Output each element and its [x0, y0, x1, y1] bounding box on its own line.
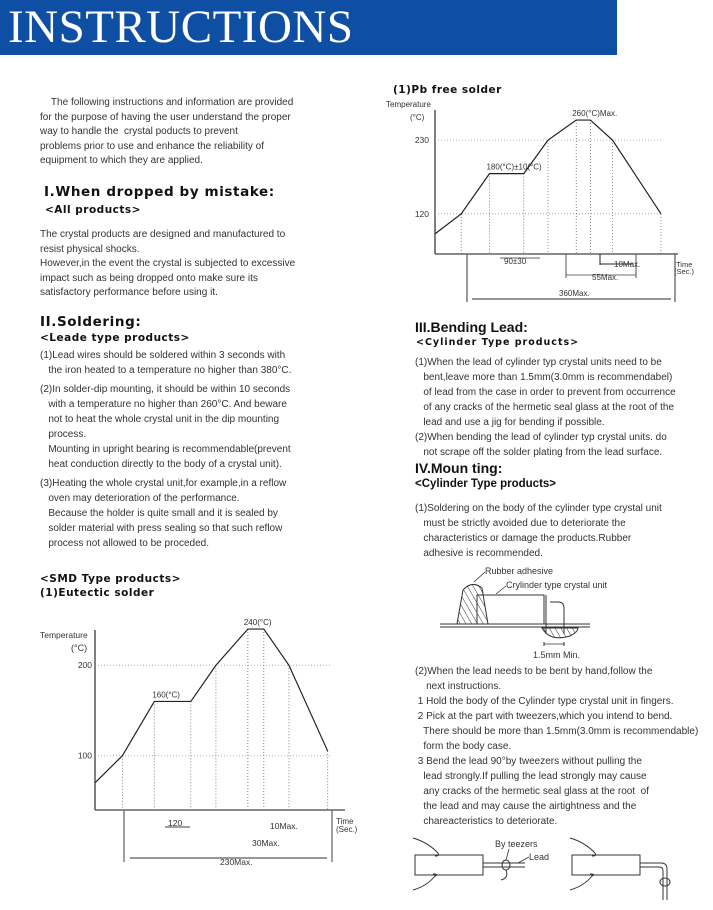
soldering-item-1 [40, 348, 291, 378]
section3-line: bent,leave more than 1.5mm(3.0mm is recommendabel) [415, 372, 673, 383]
item-line: (2)In solder-dip mounting, it should be within 10 seconds [40, 384, 291, 395]
section4-line: (2)When the lead needs to be bent by hand,follow the [415, 666, 653, 677]
y-axis-unit: (°C) [410, 113, 425, 122]
intro-line: equipment to which they are applied. [40, 155, 203, 166]
y-axis-unit: (°C) [71, 643, 88, 653]
section3-line: (2)When bending the lead of cylinder typ crystal units. do [415, 432, 667, 443]
section4-line: the lead and may cause the airtightness and the [415, 801, 637, 812]
intro-line: problems prior to use and enhance the reliability of [40, 140, 265, 152]
section4-paragraph-2 [415, 664, 698, 829]
section1-line: satisfactory performance before using it. [40, 287, 218, 298]
soak-time-label: 90±30 [504, 257, 527, 266]
section3-title: III.Bending Lead: [415, 319, 528, 335]
section4-title: IV.Moun ting: [415, 460, 503, 476]
item-line: process not allowed to be proceded. [40, 538, 209, 549]
item-line: Because the holder is quite small and it is sealed by [40, 508, 278, 519]
soak-time-label: 120 [168, 818, 183, 828]
section2-list [40, 348, 291, 551]
section4-line: 3 Bend the lead 90°by tweezers without pulling the [415, 756, 642, 767]
section4-line: form the body case. [415, 741, 512, 752]
total-time-label: 230Max. [220, 857, 253, 867]
tweezers-label: By teezers [495, 839, 538, 849]
item-line: not to heat the whole crystal unit in the dip mounting [40, 414, 280, 425]
peak-time-label: 10Max. [614, 260, 641, 269]
section4-line: 2 Pick at the part with tweezers,which you intend to bend. [415, 711, 673, 722]
soldering-item-2 [40, 382, 291, 472]
section4-line: must be strictly avoided due to deteriorate the [415, 518, 626, 529]
annotations [124, 618, 332, 867]
eutectic-solder-chart [30, 610, 370, 870]
smd-subtitle: <SMD Type products> [40, 573, 181, 585]
total-time-label: 360Max. [559, 289, 590, 298]
gridlines [95, 629, 330, 810]
section4-line: 1 Hold the body of the Cylinder type crystal unit in fingers. [415, 696, 674, 707]
y-tick-label: 230 [414, 135, 429, 146]
section1-subtitle: <All products> [45, 204, 141, 216]
above-230-label: 55Max. [592, 273, 619, 282]
section3-paragraph [415, 355, 676, 460]
section3-line: lead and use a jig for bending if possible. [415, 417, 605, 428]
section1-line: resist physical shocks. [40, 243, 140, 255]
section3-line: not scrape off the solder plating from the lead surface. [415, 447, 663, 458]
y-tick-label: 200 [77, 660, 92, 671]
section3-subtitle: <Cylinder Type products> [416, 337, 580, 348]
plateau-label: 180(°C)±10(°C) [486, 162, 542, 172]
peak-label: 240(°C) [243, 618, 272, 628]
x-axis-label: Time [676, 260, 693, 269]
section4-subtitle: <Cylinder Type products> [415, 478, 557, 490]
annotations [467, 109, 675, 302]
temperature-profile-line [95, 629, 328, 783]
min-distance-label: 1.5mm Min. [533, 650, 581, 660]
item-line: the iron heated to a temperature no higher than 380°C. [40, 365, 292, 376]
intro-line: The following instructions and information are provided [40, 97, 294, 108]
page-title: INSTRUCTIONS [8, 1, 354, 53]
section1-line: However,in the event the crystal is subjected to excessive [40, 258, 296, 269]
section1-line: impact such as being dropped onto make sure its [40, 272, 258, 284]
item-line: oven may deterioration of the performance. [40, 493, 240, 504]
section4-line: chareacteristics to deteriorate. [415, 816, 558, 827]
section4-line: any cracks of the hermetic seal glass at the root of [415, 786, 649, 797]
section3-line: of any cracks of the hermetic seal glass at the root of the [415, 402, 675, 413]
section1-title: I.When dropped by mistake: [44, 184, 275, 200]
x-axis-label: Time [336, 817, 354, 826]
section1-line: The crystal products are designed and manufactured to [40, 229, 286, 240]
section4-line: (1)Soldering on the body of the cylinder type crystal unit [415, 503, 662, 514]
y-axis-label: Temperature [386, 100, 431, 109]
eutectic-title: (1)Eutectic solder [40, 587, 155, 599]
section4-line: next instructions. [415, 681, 502, 692]
y-tick-label: 120 [414, 208, 429, 219]
lead-label: Lead [529, 852, 550, 862]
y-axis-label: Temperature [40, 630, 88, 640]
item-line: heat conduction directly to the body of a crystal unit). [40, 459, 282, 470]
x-axis-unit: (Sec.) [336, 825, 358, 834]
intro-line: way to handle the crystal poducts to prevent [40, 126, 238, 137]
item-line: solder material with press sealing so that such reflow [40, 523, 283, 534]
intro-paragraph [40, 96, 293, 169]
item-line: process. [40, 429, 87, 440]
title-banner [0, 0, 617, 55]
peak-label: 260(°C)Max. [572, 109, 618, 119]
section1-paragraph [40, 228, 295, 301]
item-line: (1)Lead wires should be soldered within 3 seconds with [40, 350, 286, 361]
y-ticks [415, 135, 429, 219]
rubber-adhesive-label: Rubber adhesive [485, 566, 554, 576]
section4-paragraph-1 [415, 501, 662, 561]
peak-time-label: 10Max. [270, 821, 298, 831]
item-line: Mounting in upright bearing is recommendable(prevent [40, 444, 291, 455]
mounting-figure [430, 562, 630, 662]
section4-line: characteristics or damage the products.Rubber [415, 533, 632, 544]
item-line: with a temperature no higher than 260°C. And beware [40, 399, 287, 410]
x-axis-unit: (Sec.) [674, 267, 695, 276]
item-line: (3)Heating the whole crystal unit,for example,in a reflow [40, 478, 287, 489]
above-200-label: 30Max. [252, 838, 280, 848]
section4-line: adhesive is recommended. [415, 548, 543, 559]
y-ticks [78, 660, 92, 760]
section2-title: II.Soldering: [40, 314, 142, 330]
section3-line: (1)When the lead of cylinder typ crystal units need to be [415, 357, 662, 368]
pbfree-title: (1)Pb free solder [393, 84, 502, 96]
rubber-adhesive-blob [457, 584, 488, 624]
section4-line: lead strongly.If pulling the lead strongly may cause [415, 771, 647, 782]
section2-subtitle: <Leade type products> [40, 332, 190, 344]
y-tick-label: 100 [77, 750, 92, 761]
finger-grip-right [570, 838, 670, 900]
bending-figure [405, 830, 713, 910]
crystal-unit-label: Crylinder type crystal unit [506, 580, 608, 590]
plateau-label: 160(°C) [152, 690, 180, 700]
pb-free-solder-chart [378, 96, 713, 306]
section3-line: of lead from the case in order to prevent from occurrence [415, 387, 676, 398]
section4-line: There should be more than 1.5mm(3.0mm is recommendable) [415, 726, 699, 737]
intro-line: for the purpose of having the user understand the proper [40, 111, 291, 123]
soldering-item-3 [40, 476, 291, 551]
solder-joint [542, 628, 578, 638]
